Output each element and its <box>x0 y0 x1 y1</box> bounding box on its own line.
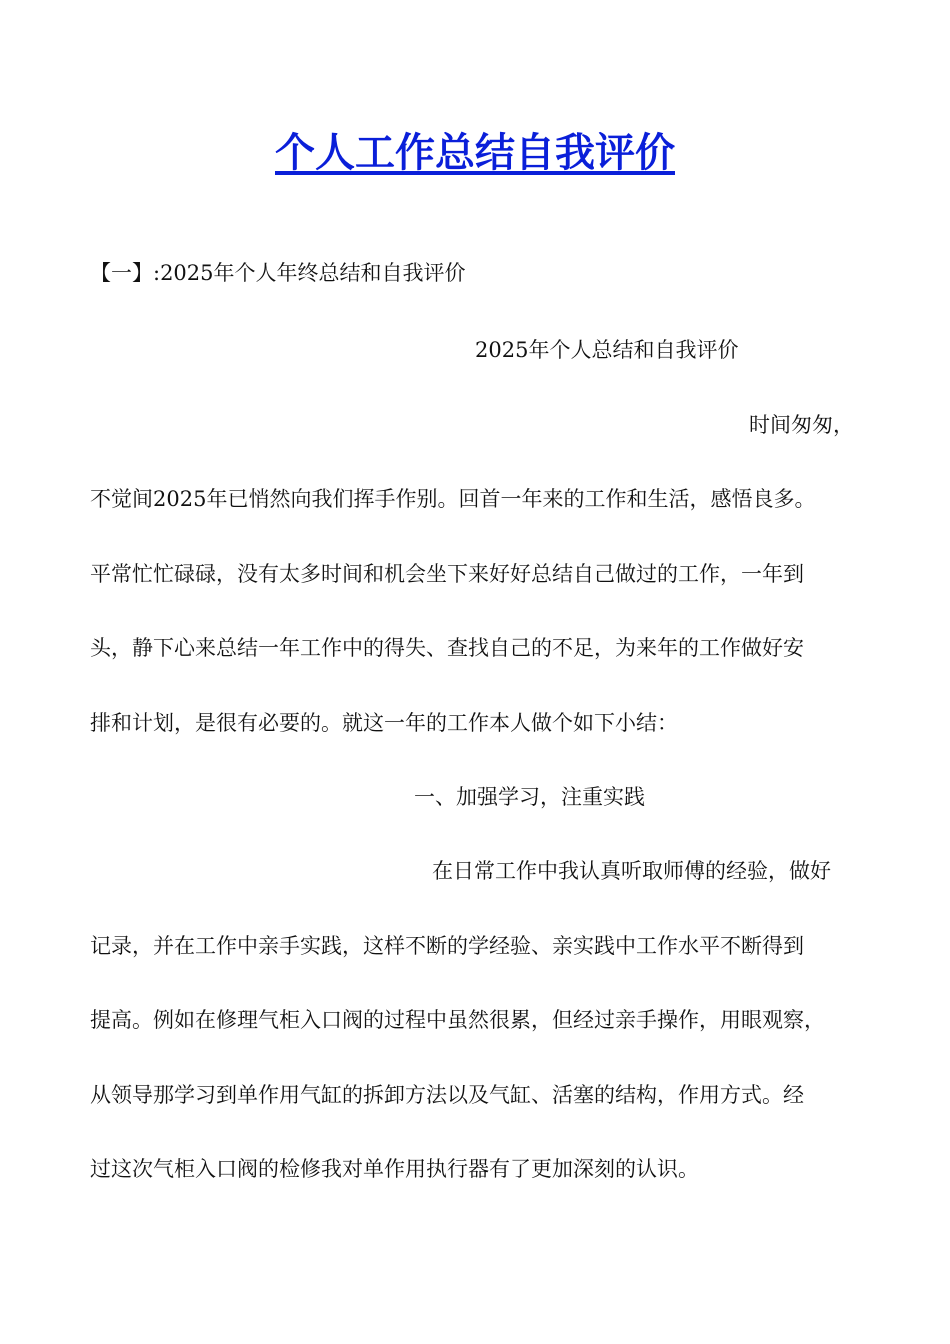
paragraph-line: 从领导那学习到单作用气缸的拆卸方法以及气缸、活塞的结构，作用方式。经 <box>90 1083 804 1107</box>
paragraph-line: 在日常工作中我认真听取师傅的经验，做好 <box>432 859 831 883</box>
subtitle: 2025年个人总结和自我评价 <box>475 338 739 362</box>
paragraph-line: 平常忙忙碌碌，没有太多时间和机会坐下来好好总结自己做过的工作，一年到 <box>90 562 804 586</box>
paragraph-line: 记录，并在工作中亲手实践，这样不断的学经验、亲实践中工作水平不断得到 <box>90 934 804 958</box>
paragraph-line: 过这次气柜入口阀的检修我对单作用执行器有了更加深刻的认识。 <box>90 1157 699 1181</box>
subsection-heading: 一、加强学习，注重实践 <box>414 785 645 809</box>
paragraph-line: 不觉间2025年已悄然向我们挥手作别。回首一年来的工作和生活，感悟良多。 <box>90 487 816 511</box>
document-title[interactable]: 个人工作总结自我评价 <box>275 130 675 176</box>
section-heading: 【一】:2025年个人年终总结和自我评价 <box>90 261 466 285</box>
paragraph-line: 头，静下心来总结一年工作中的得失、查找自己的不足，为来年的工作做好安 <box>90 636 804 660</box>
paragraph-line: 提高。例如在修理气柜入口阀的过程中虽然很累，但经过亲手操作，用眼观察， <box>90 1008 825 1032</box>
paragraph-line: 排和计划，是很有必要的。就这一年的工作本人做个如下小结： <box>90 711 678 735</box>
paragraph-line: 时间匆匆， <box>749 413 854 437</box>
